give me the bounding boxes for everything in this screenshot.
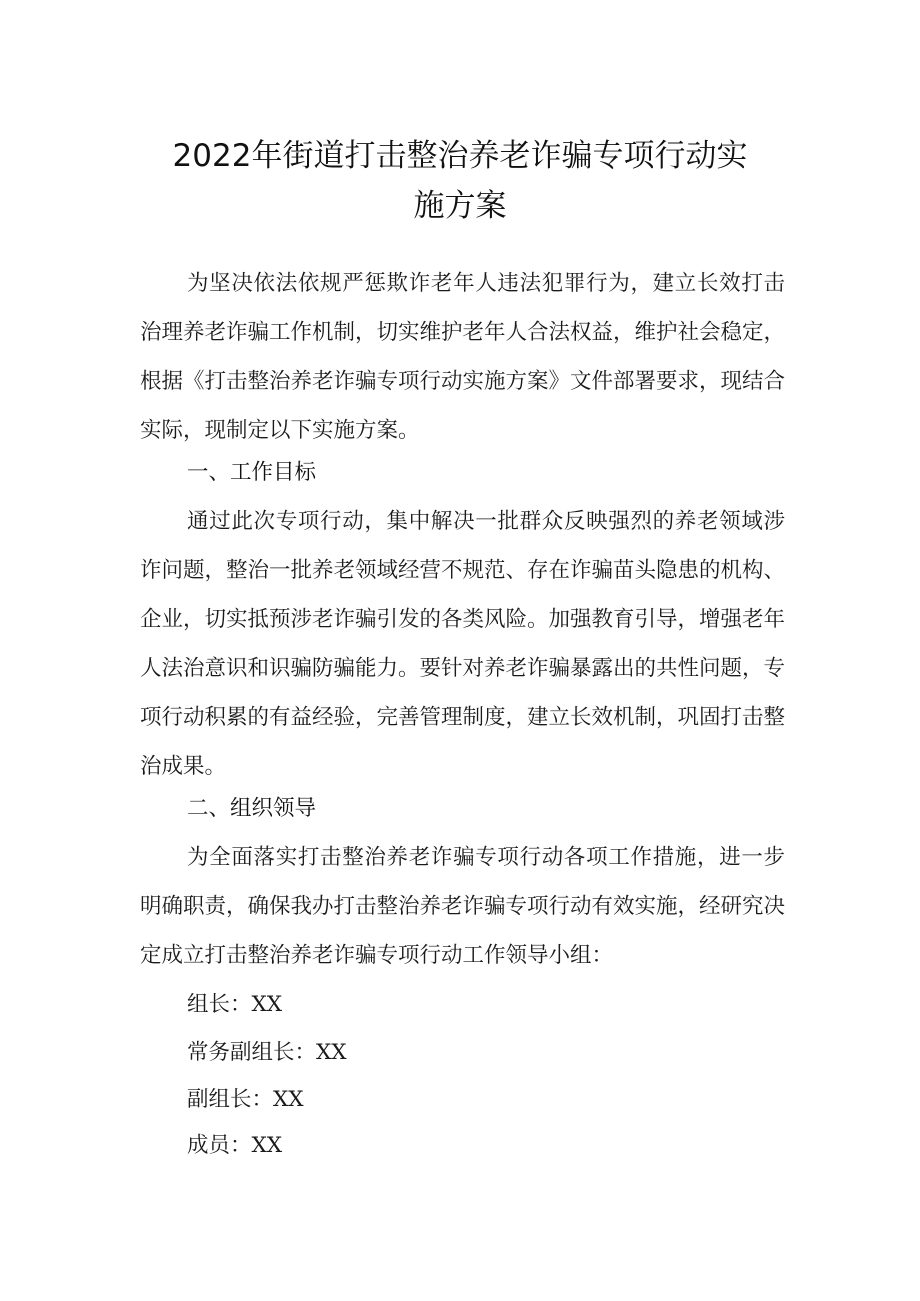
document-title-line-1: 2022年街道打击整治养老诈骗专项行动实 (172, 138, 748, 174)
section-body-goals: 通过此次专项行动，集中解决一批群众反映强烈的养老领域涉诈问题，整治一批养老领域经营不规范、存在诈骗苗头隐患的机构、企业，切实抵预涉老诈骗引发的各类风险。加强教育引导，增强老年人法治意识和识骗防骗能力。要针对养老诈骗暴露出的共性问题，专项行动积累的有益经验，完善管理制度，建立长效机制，巩固打击整治成果。 (140, 509, 786, 779)
intro-paragraph: 为坚决依法依规严惩欺诈老年人违法犯罪行为，建立长效打击治理养老诈骗工作机制，切实维护老年人合法权益，维护社会稳定，根据《打击整治养老诈骗专项行动实施方案》文件部署要求，现结合实际，现制定以下实施方案。 (140, 271, 786, 443)
member-line-deputy: 副组长：XX (187, 1087, 304, 1112)
section-heading-goals: 一、工作目标 (187, 460, 317, 485)
member-line-executive-deputy: 常务副组长：XX (187, 1040, 347, 1065)
document-title-line-2: 施方案 (413, 188, 507, 224)
member-line-leader: 组长：XX (187, 992, 283, 1017)
section-body-leadership: 为全面落实打击整治养老诈骗专项行动各项工作措施，进一步明确职责，确保我办打击整治养老诈骗专项行动有效实施，经研究决定成立打击整治养老诈骗专项行动工作领导小组： (140, 845, 786, 968)
section-heading-leadership: 二、组织领导 (187, 796, 317, 821)
member-line-members: 成员：XX (187, 1133, 283, 1158)
